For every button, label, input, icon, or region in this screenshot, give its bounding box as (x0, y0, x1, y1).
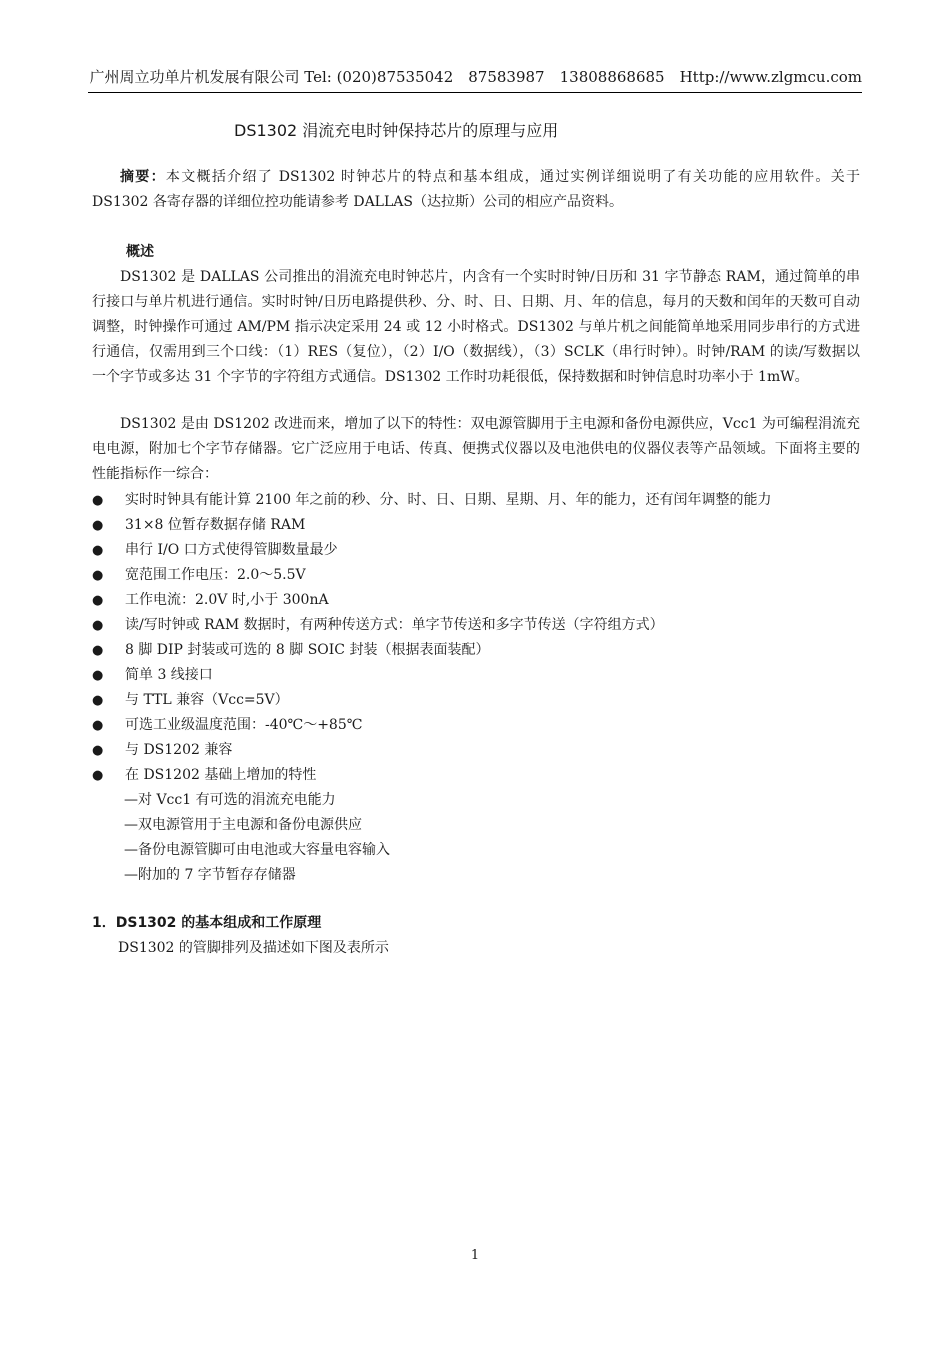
bullet-icon: ● (92, 593, 104, 608)
bullet-icon: ● (92, 718, 104, 733)
page-number: 1 (470, 1248, 480, 1263)
page-header (88, 66, 862, 93)
feature-item: ● 可选工业级温度范围：-40℃～+85℃ (92, 713, 860, 738)
sub-feature-item: —附加的 7 字节暂存存储器 (124, 867, 296, 883)
feature-item: ● 串行 I/O 口方式使得管脚数量最少 (92, 538, 860, 563)
document-title: DS1302 涓流充电时钟保持芯片的原理与应用 (234, 121, 559, 140)
bullet-icon: ● (92, 643, 104, 658)
feature-item: ● 宽范围工作电压：2.0～5.5V (92, 563, 860, 588)
feature-item: ● 实时时钟具有能计算 2100 年之前的秒、分、时、日、日期、星期、月、年的能力，还有闰年调整的能力 (92, 488, 860, 513)
feature-item: ● 与 TTL 兼容（Vcc=5V） (92, 688, 860, 713)
abstract-text: 本文概括介绍了 DS1302 时钟芯片的特点和基本组成，通过实例详细说明了有关功能的应用软件。关于 DS1302 各寄存器的详细位控功能请参考 DALLAS（达拉斯）公司的相应产品资料。 (92, 169, 861, 210)
bullet-icon: ● (92, 518, 104, 533)
feature-item: ● 读/写时钟或 RAM 数据时，有两种传送方式：单字节传送和多字节传送（字符组方式） (92, 613, 860, 638)
overview-paragraph-1: DS1302 是 DALLAS 公司推出的涓流充电时钟芯片，内含有一个实时时钟/日历和 31 字节静态 RAM，通过简单的串行接口与单片机进行通信。实时时钟/日历电路提供秒、分、时、日、日期、月、年的信息，每月的天数和闰年的天数可自动调整，时钟操作可通过 AM/PM 指示决定采用 24 或 12 小时格式。DS1302 与单片机之间能简单地采用同步串行的方式进行通信，仅需用到三个口线：（1）RES（复位），（2）I/O（数据线），（3）SCLK（串行时钟）。时钟/RAM 的读/写数据以一个字节或多达 31 个字节的字符组方式通信。DS1302 工作时功耗很低，保持数据和时钟信息时功率小于 1mW。 (92, 269, 860, 385)
abstract-paragraph (92, 165, 860, 215)
section-1-text: DS1302 的管脚排列及描述如下图及表所示 (118, 940, 389, 956)
sub-feature-list (124, 788, 390, 888)
sub-feature-item: —双电源管用于主电源和备份电源供应 (124, 817, 362, 833)
feature-item: ● 8 脚 DIP 封装或可选的 8 脚 SOIC 封装（根据表面装配） (92, 638, 860, 663)
bullet-icon: ● (92, 568, 104, 583)
bullet-icon: ● (92, 543, 104, 558)
bullet-icon: ● (92, 768, 104, 783)
header-text: 广州周立功单片机发展有限公司 Tel: (020)87535042 87583987 13808868685 Http://www.zlgmcu.com (89, 68, 862, 86)
feature-item: ● 与 DS1202 兼容 (92, 738, 860, 763)
feature-item: ● 简单 3 线接口 (92, 663, 860, 688)
feature-item: ● 31×8 位暂存数据存储 RAM (92, 513, 860, 538)
sub-feature-item: —备份电源管脚可由电池或大容量电容输入 (124, 842, 390, 858)
bullet-icon: ● (92, 743, 104, 758)
sub-feature-item: —对 Vcc1 有可选的涓流充电能力 (124, 792, 336, 808)
bullet-icon: ● (92, 493, 104, 508)
overview-paragraph-2: DS1302 是由 DS1202 改进而来，增加了以下的特性：双电源管脚用于主电源和备份电源供应，Vcc1 为可编程涓流充电电源，附加七个字节存储器。它广泛应用于电话、传真、便携式仪器以及电池供电的仪器仪表等产品领域。下面将主要的性能指标作一综合： (92, 416, 860, 482)
section-1-heading: 1．DS1302 的基本组成和工作原理 (92, 915, 322, 931)
feature-item: ● 在 DS1202 基础上增加的特性 (92, 763, 860, 788)
bullet-icon: ● (92, 668, 104, 683)
overview-heading: 概述 (126, 244, 154, 260)
feature-list (92, 488, 860, 788)
abstract-label: 摘要： (120, 169, 166, 185)
bullet-icon: ● (92, 618, 104, 633)
feature-item: ● 工作电流：2.0V 时,小于 300nA (92, 588, 860, 613)
bullet-icon: ● (92, 693, 104, 708)
